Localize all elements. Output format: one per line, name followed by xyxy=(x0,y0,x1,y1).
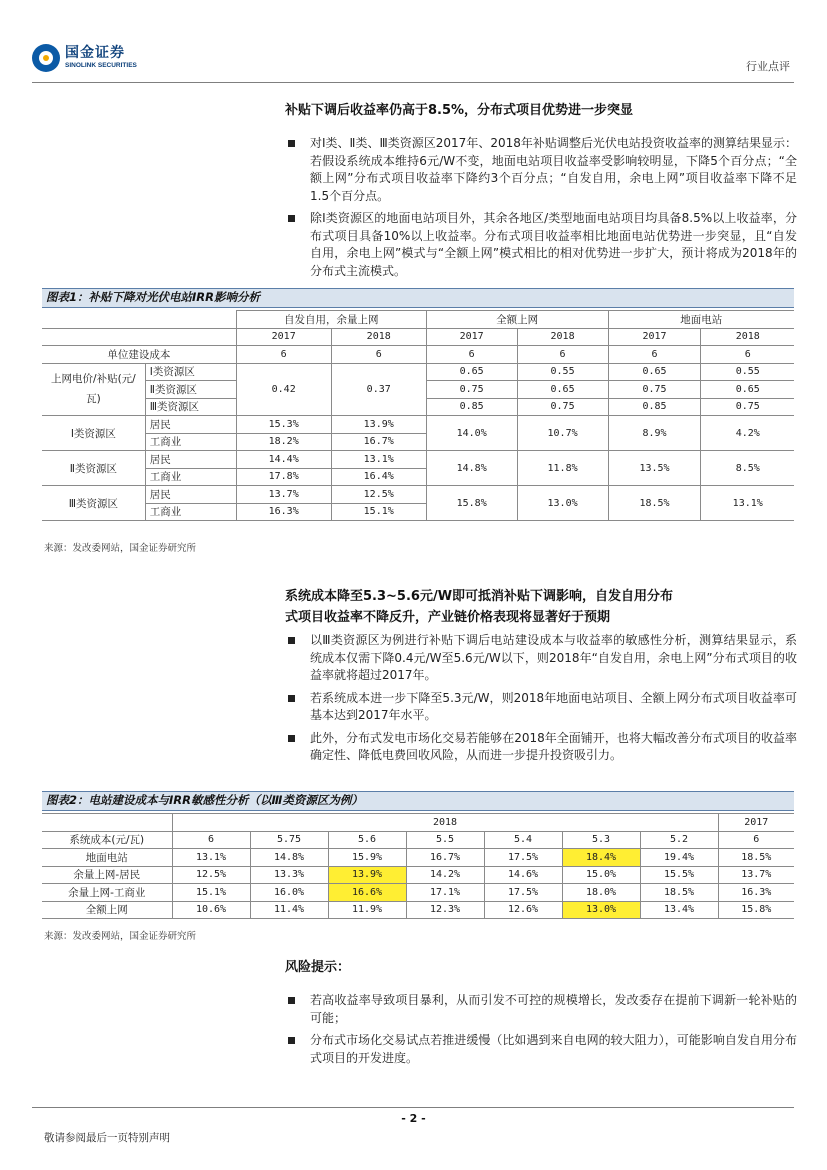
row-label: 地面电站 xyxy=(42,849,172,867)
irr-cell: 13.0% xyxy=(517,486,608,521)
table-row xyxy=(42,901,794,919)
irr-cell: 18.0% xyxy=(562,884,640,902)
zone-label: Ⅰ类资源区 xyxy=(145,363,236,381)
tariff-label: 上网电价/补贴(元/瓦) xyxy=(42,363,145,416)
irr-cell: 13.4% xyxy=(640,901,718,919)
irr-cell: 13.1% xyxy=(701,486,794,521)
bullet-square-icon xyxy=(288,215,295,222)
year-header: 2017 xyxy=(718,814,794,832)
resident-label: 居民 xyxy=(145,451,236,469)
risk-bullets xyxy=(285,992,797,1072)
irr-cell-highlighted: 18.4% xyxy=(562,849,640,867)
tariff-cell: 0.55 xyxy=(517,363,608,381)
year-cell: 2017 xyxy=(426,328,517,346)
table-row xyxy=(42,451,794,469)
cost-cell: 6 xyxy=(426,346,517,364)
group-header: 地面电站 xyxy=(608,311,794,329)
year-cell: 2018 xyxy=(701,328,794,346)
irr-cell: 16.7% xyxy=(331,433,426,451)
irr-cell: 18.5% xyxy=(640,884,718,902)
irr-cell: 16.7% xyxy=(406,849,484,867)
irr-cell-highlighted: 13.0% xyxy=(562,901,640,919)
logo-name-cn: 国金证券 xyxy=(65,45,125,62)
irr-cell: 17.5% xyxy=(484,849,562,867)
zone-label: Ⅲ类资源区 xyxy=(42,486,145,521)
year-cell: 2018 xyxy=(517,328,608,346)
irr-cell: 18.2% xyxy=(236,433,331,451)
table-row xyxy=(42,328,794,346)
zone-label: Ⅱ类资源区 xyxy=(145,381,236,399)
bullet-item: 分布式市场化交易试点若推进缓慢（比如遇到来自电网的较大阻力），可能影响自发自用分布式项目的开发进度。 xyxy=(285,1032,797,1067)
irr-cell: 17.8% xyxy=(236,468,331,486)
footer-disclaimer: 敬请参阅最后一页特别声明 xyxy=(44,1132,170,1144)
commercial-label: 工商业 xyxy=(145,433,236,451)
table-row xyxy=(42,363,794,381)
irr-cell: 12.6% xyxy=(484,901,562,919)
irr-cell: 15.1% xyxy=(331,503,426,521)
irr-cell: 18.5% xyxy=(608,486,701,521)
group-header: 全额上网 xyxy=(426,311,608,329)
irr-cell: 14.8% xyxy=(426,451,517,486)
tariff-cell: 0.85 xyxy=(608,398,701,416)
page-header xyxy=(32,44,794,84)
tariff-cell: 0.75 xyxy=(426,381,517,399)
irr-cell: 16.0% xyxy=(250,884,328,902)
table-row xyxy=(42,849,794,867)
table-row xyxy=(42,311,794,329)
irr-cell: 15.0% xyxy=(562,866,640,884)
irr-cell: 8.5% xyxy=(701,451,794,486)
irr-cell: 16.3% xyxy=(718,884,794,902)
irr-cell: 12.3% xyxy=(406,901,484,919)
zone-label: Ⅲ类资源区 xyxy=(145,398,236,416)
figure1-source: 来源：发改委网站，国金证券研究所 xyxy=(44,543,197,554)
irr-cell: 19.4% xyxy=(640,849,718,867)
irr-cell: 17.1% xyxy=(406,884,484,902)
tariff-cell: 0.65 xyxy=(426,363,517,381)
cost-cell: 6 xyxy=(172,831,250,849)
section1-bullets xyxy=(285,135,797,285)
page-number: - 2 - xyxy=(401,1112,426,1125)
table-row xyxy=(42,346,794,364)
tariff-cell: 0.55 xyxy=(701,363,794,381)
tariff-cell: 0.37 xyxy=(331,363,426,416)
section1-heading: 补贴下调后收益率仍高于8.5%，分布式项目优势进一步突显 xyxy=(285,103,634,118)
irr-cell: 14.6% xyxy=(484,866,562,884)
irr-cell: 13.3% xyxy=(250,866,328,884)
figure1-table xyxy=(42,310,794,521)
bullet-square-icon xyxy=(288,997,295,1004)
irr-cell: 12.5% xyxy=(331,486,426,504)
irr-cell: 11.8% xyxy=(517,451,608,486)
cost-cell: 5.75 xyxy=(250,831,328,849)
cost-cell: 5.5 xyxy=(406,831,484,849)
irr-cell: 14.4% xyxy=(236,451,331,469)
zone-label: Ⅱ类资源区 xyxy=(42,451,145,486)
table-row xyxy=(42,416,794,434)
tariff-cell: 0.85 xyxy=(426,398,517,416)
bullet-square-icon xyxy=(288,637,295,644)
zone-label: Ⅰ类资源区 xyxy=(42,416,145,451)
year-cell: 2017 xyxy=(608,328,701,346)
section2-heading: 系统成本降至5.3~5.6元/W即可抵消补贴下调影响，自发自用分布 式项目收益率不降反升，产业链价格表现将显著好于预期 xyxy=(285,589,674,625)
logo-name-en: SINOLINK SECURITIES xyxy=(65,62,137,70)
irr-cell: 11.9% xyxy=(328,901,406,919)
cost-cell: 6 xyxy=(718,831,794,849)
bullet-item: 若高收益率导致项目暴利，从而引发不可控的规模增长，发改委存在提前下调新一轮补贴的可能； xyxy=(285,992,797,1027)
cost-cell: 5.6 xyxy=(328,831,406,849)
group-header: 自发自用，余量上网 xyxy=(236,311,426,329)
row-label: 余量上网-工商业 xyxy=(42,884,172,902)
irr-cell-highlighted: 13.9% xyxy=(328,866,406,884)
irr-cell: 15.9% xyxy=(328,849,406,867)
irr-cell: 17.5% xyxy=(484,884,562,902)
bullet-square-icon xyxy=(288,735,295,742)
irr-cell: 18.5% xyxy=(718,849,794,867)
tariff-cell: 0.42 xyxy=(236,363,331,416)
irr-cell: 8.9% xyxy=(608,416,701,451)
year-header: 2018 xyxy=(172,814,718,832)
cost-label: 单位建设成本 xyxy=(42,346,236,364)
irr-cell: 16.4% xyxy=(331,468,426,486)
irr-cell: 15.8% xyxy=(718,901,794,919)
tariff-cell: 0.75 xyxy=(701,398,794,416)
irr-cell: 13.7% xyxy=(718,866,794,884)
year-cell: 2017 xyxy=(236,328,331,346)
table-row xyxy=(42,884,794,902)
irr-cell: 14.2% xyxy=(406,866,484,884)
risk-heading: 风险提示： xyxy=(285,960,351,975)
commercial-label: 工商业 xyxy=(145,503,236,521)
resident-label: 居民 xyxy=(145,486,236,504)
section2-bullets xyxy=(285,632,797,770)
irr-cell: 13.1% xyxy=(331,451,426,469)
cost-cell: 6 xyxy=(331,346,426,364)
table-row xyxy=(42,814,794,832)
table-row xyxy=(42,486,794,504)
footer-divider xyxy=(32,1107,794,1108)
cost-cell: 6 xyxy=(517,346,608,364)
irr-cell: 10.6% xyxy=(172,901,250,919)
irr-cell: 12.5% xyxy=(172,866,250,884)
header-divider xyxy=(32,82,794,83)
cost-cell: 6 xyxy=(608,346,701,364)
report-type: 行业点评 xyxy=(746,60,790,73)
bullet-item: 对Ⅰ类、Ⅱ类、Ⅲ类资源区2017年、2018年补贴调整后光伏电站投资收益率的测算结果显示：若假设系统成本维持6元/W不变，地面电站项目收益率受影响较明显，下降5个百分点；“全额上网”分布式项目收益率下降约3个百分点；“自发自用，余电上网”项目收益率下降不足1.5个百分点。 xyxy=(285,135,797,205)
irr-cell: 10.7% xyxy=(517,416,608,451)
bullet-item: 此外，分布式发电市场化交易若能够在2018年全面铺开，也将大幅改善分布式项目的收益率确定性、降低电费回收风险，从而进一步提升投资吸引力。 xyxy=(285,730,797,765)
cost-cell: 5.4 xyxy=(484,831,562,849)
cost-cell: 5.2 xyxy=(640,831,718,849)
cost-cell: 6 xyxy=(701,346,794,364)
figure2-title: 图表2：电站建设成本与IRR敏感性分析（以Ⅲ类资源区为例） xyxy=(42,791,794,811)
irr-cell: 13.1% xyxy=(172,849,250,867)
row-label: 全额上网 xyxy=(42,901,172,919)
logo-icon xyxy=(32,44,60,72)
company-logo xyxy=(32,44,137,72)
figure2-source: 来源：发改委网站，国金证券研究所 xyxy=(44,931,197,942)
bullet-square-icon xyxy=(288,1037,295,1044)
irr-cell: 14.0% xyxy=(426,416,517,451)
irr-cell: 15.5% xyxy=(640,866,718,884)
irr-cell: 13.9% xyxy=(331,416,426,434)
bullet-square-icon xyxy=(288,695,295,702)
bullet-item: 除Ⅰ类资源区的地面电站项目外，其余各地区/类型地面电站项目均具备8.5%以上收益率，分布式项目具备10%以上收益率。分布式项目收益率相比地面电站优势进一步突显，且“自发自用，余电上网”模式与“全额上网”模式相比的相对优势进一步扩大，预计将成为2018年的分布式主流模式。 xyxy=(285,210,797,280)
irr-cell: 15.1% xyxy=(172,884,250,902)
table-row xyxy=(42,866,794,884)
irr-cell-highlighted: 16.6% xyxy=(328,884,406,902)
irr-cell: 16.3% xyxy=(236,503,331,521)
bullet-square-icon xyxy=(288,140,295,147)
bullet-item: 以Ⅲ类资源区为例进行补贴下调后电站建设成本与收益率的敏感性分析，测算结果显示，系统成本仅需下降0.4元/W至5.6元/W以下，则2018年“自发自用，余电上网”分布式项目的收益率就将超过2017年。 xyxy=(285,632,797,685)
year-cell: 2018 xyxy=(331,328,426,346)
commercial-label: 工商业 xyxy=(145,468,236,486)
irr-cell: 15.3% xyxy=(236,416,331,434)
irr-cell: 11.4% xyxy=(250,901,328,919)
table-row xyxy=(42,831,794,849)
cost-cell: 5.3 xyxy=(562,831,640,849)
irr-cell: 15.8% xyxy=(426,486,517,521)
tariff-cell: 0.65 xyxy=(517,381,608,399)
irr-cell: 14.8% xyxy=(250,849,328,867)
bullet-item: 若系统成本进一步下降至5.3元/W，则2018年地面电站项目、全额上网分布式项目收益率可基本达到2017年水平。 xyxy=(285,690,797,725)
irr-cell: 13.7% xyxy=(236,486,331,504)
cost-label: 系统成本(元/瓦) xyxy=(42,831,172,849)
row-label: 余量上网-居民 xyxy=(42,866,172,884)
resident-label: 居民 xyxy=(145,416,236,434)
figure2-table xyxy=(42,813,794,919)
tariff-cell: 0.65 xyxy=(608,363,701,381)
irr-cell: 13.5% xyxy=(608,451,701,486)
irr-cell: 4.2% xyxy=(701,416,794,451)
tariff-cell: 0.75 xyxy=(517,398,608,416)
tariff-cell: 0.65 xyxy=(701,381,794,399)
figure1-title: 图表1：补贴下降对光伏电站IRR影响分析 xyxy=(42,288,794,308)
cost-cell: 6 xyxy=(236,346,331,364)
tariff-cell: 0.75 xyxy=(608,381,701,399)
